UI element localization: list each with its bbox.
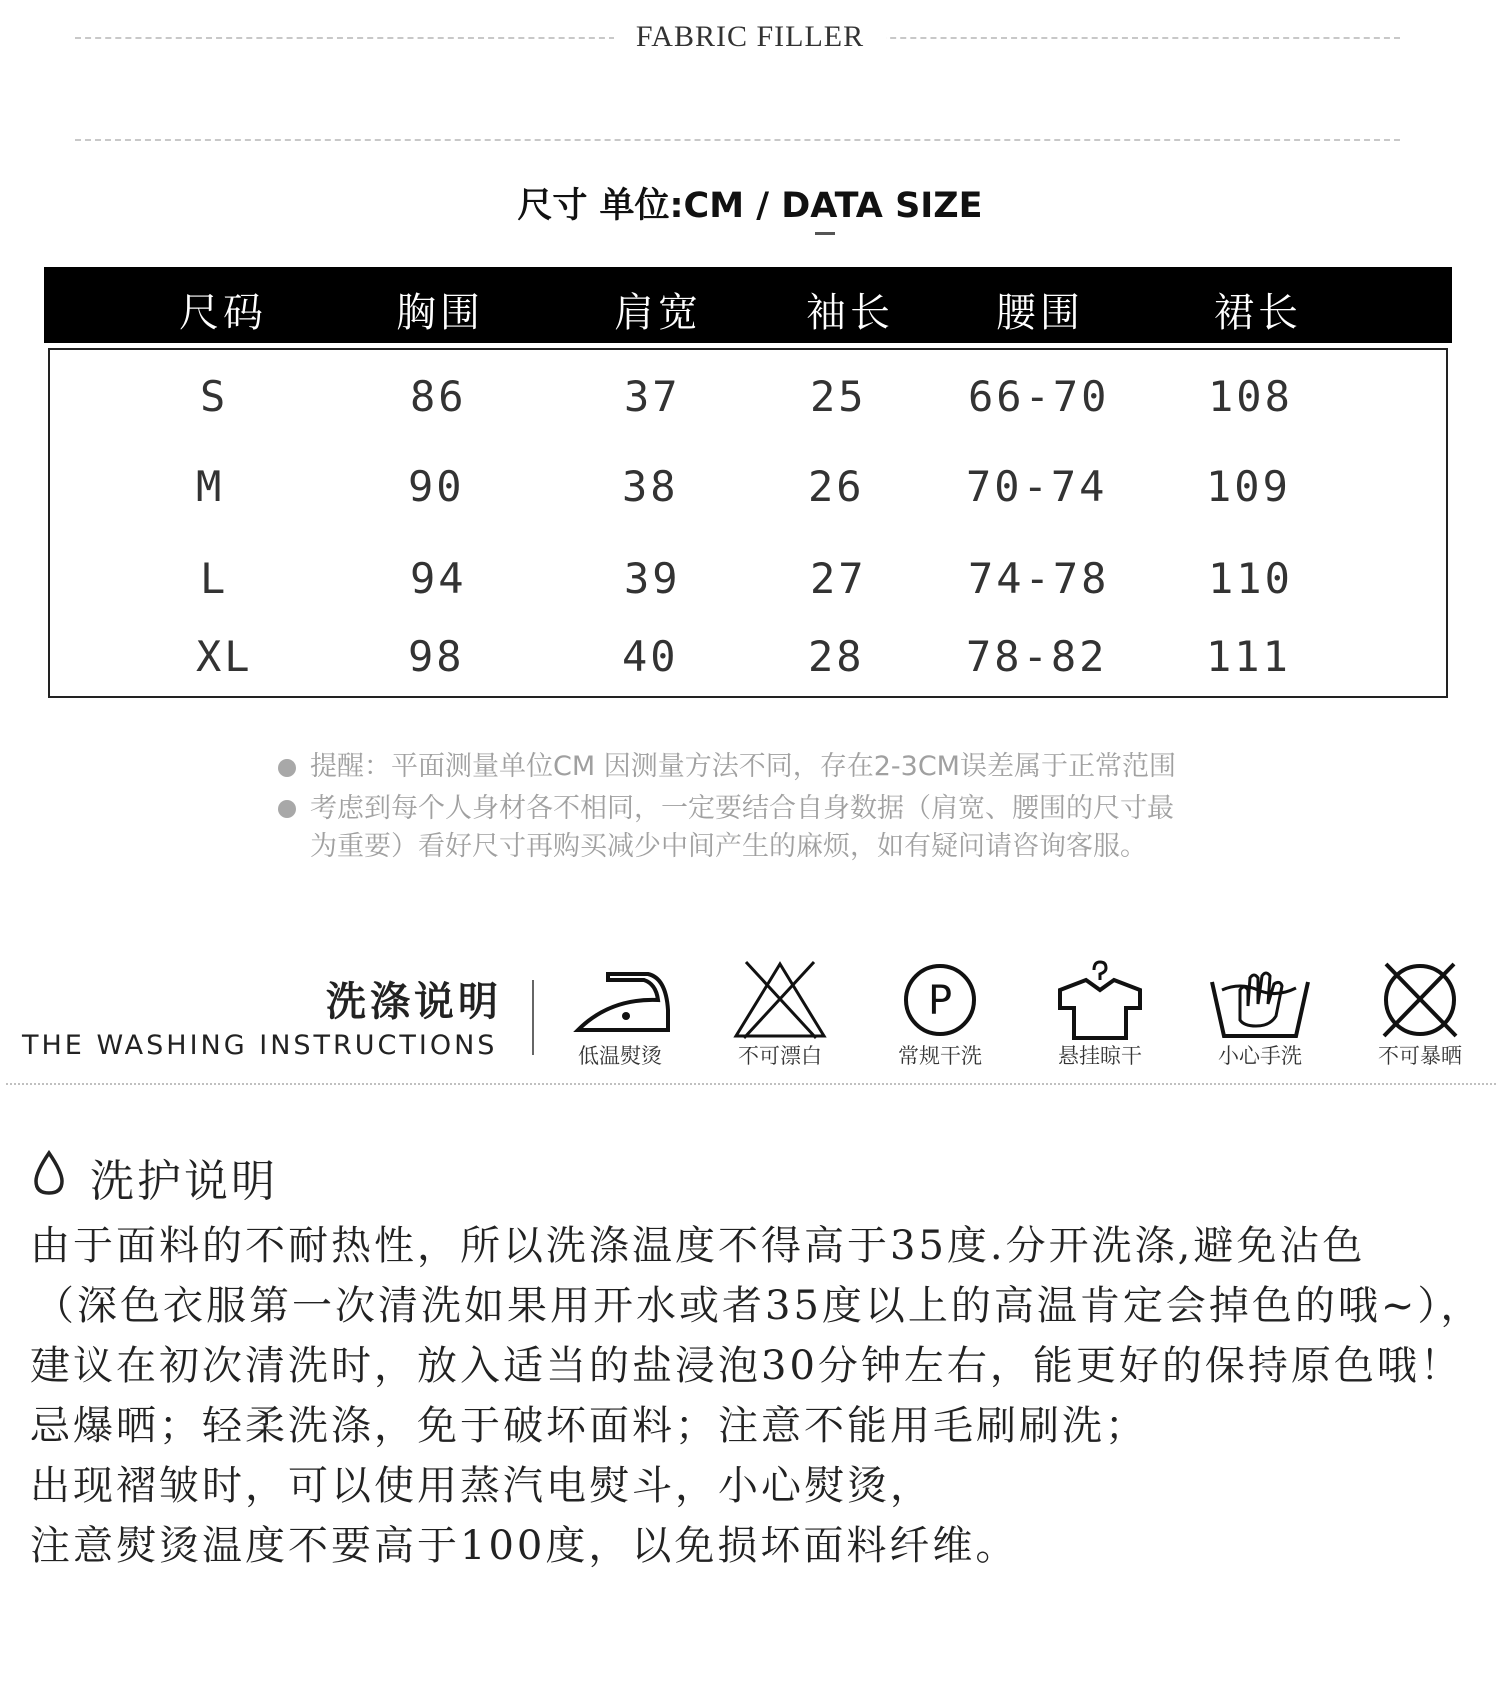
note-advice-1: 考虑到每个人身材各不相同，一定要结合自身数据（肩宽、腰围的尺寸最 (310, 793, 1174, 824)
svg-text:P: P (927, 978, 953, 1024)
cell-length: 108 (1208, 372, 1293, 421)
cell-length: 111 (1206, 632, 1291, 681)
cell-size: XL (196, 632, 253, 681)
cell-length: 109 (1206, 462, 1291, 511)
cell-waist: 74-78 (968, 554, 1110, 603)
cell-bust: 98 (408, 632, 465, 681)
bullet-dot (278, 800, 296, 818)
filler-divider-bottom (75, 139, 1400, 141)
care-line: 注意熨烫温度不要高于100度，以免损坏面料纤维。 (30, 1523, 1019, 1569)
no-bleach-icon (720, 960, 840, 1040)
bullet-dot (278, 759, 296, 777)
no-bleach-label: 不可漂白 (738, 1044, 822, 1068)
care-line: 由于面料的不耐热性，所以洗涤温度不得高于35度.分开洗涤,避免沾色 (30, 1223, 1366, 1269)
cell-shoulder: 40 (622, 632, 679, 681)
header-waist: 腰围 (996, 290, 1084, 336)
water-drop-icon (32, 1150, 66, 1196)
cell-size: M (196, 462, 225, 511)
dry-clean-label: 常规干洗 (898, 1044, 982, 1068)
care-line: 出现褶皱时，可以使用蒸汽电熨斗，小心熨烫， (30, 1463, 933, 1509)
cell-shoulder: 37 (624, 372, 681, 421)
cell-sleeve: 28 (808, 632, 865, 681)
header-shoulder: 肩宽 (614, 290, 702, 336)
care-title: 洗护说明 (90, 1156, 278, 1207)
size-table-header (44, 267, 1452, 343)
size-chart-heading: 尺寸 单位:CM / DATA SIZE (517, 186, 983, 226)
washing-separator (532, 980, 534, 1055)
care-line: 建议在初次清洗时，放入适当的盐浸泡30分钟左右，能更好的保持原色哦！ (30, 1343, 1463, 1389)
heading-underline (815, 232, 835, 235)
cell-bust: 86 (410, 372, 467, 421)
cell-waist: 78-82 (966, 632, 1108, 681)
hand-wash-label: 小心手洗 (1218, 1044, 1302, 1068)
cell-sleeve: 25 (810, 372, 867, 421)
cell-bust: 94 (410, 554, 467, 603)
hand-wash-icon (1200, 960, 1320, 1040)
dry-clean-icon (880, 960, 1000, 1040)
washing-title-cn: 洗涤说明 (326, 979, 502, 1025)
hang-dry-label: 悬挂晾干 (1058, 1044, 1142, 1068)
washing-title-en: THE WASHING INSTRUCTIONS (22, 1030, 498, 1061)
cell-waist: 70-74 (966, 462, 1108, 511)
no-tumble-dry-icon (1360, 960, 1480, 1040)
header-sleeve: 袖长 (806, 290, 894, 336)
cell-shoulder: 38 (622, 462, 679, 511)
care-line: 忌爆晒；轻柔洗涤，免于破坏面料；注意不能用毛刷刷洗； (30, 1403, 1148, 1449)
cell-size: L (200, 554, 229, 603)
washing-divider (6, 1083, 1496, 1085)
care-line: （深色衣服第一次清洗如果用开水或者35度以上的高温肯定会掉色的哦~）， (34, 1283, 1484, 1329)
no-tumble-dry-label: 不可暴晒 (1378, 1044, 1462, 1068)
header-length: 裙长 (1214, 290, 1302, 336)
note-advice-2: 为重要）看好尺寸再购买减少中间产生的麻烦，如有疑问请咨询客服。 (310, 831, 1147, 862)
filler-title: FABRIC FILLER (0, 20, 1500, 54)
cell-sleeve: 27 (810, 554, 867, 603)
cell-size: S (200, 372, 229, 421)
cell-shoulder: 39 (624, 554, 681, 603)
note-measure: 提醒：平面测量单位CM 因测量方法不同，存在2-3CM误差属于正常范围 (310, 751, 1176, 782)
size-table-body (48, 348, 1448, 698)
header-size: 尺码 (179, 290, 267, 336)
cell-sleeve: 26 (808, 462, 865, 511)
hang-dry-icon (1040, 960, 1160, 1040)
iron-low-icon (560, 960, 680, 1040)
cell-bust: 90 (408, 462, 465, 511)
header-bust: 胸围 (396, 290, 484, 336)
iron-low-label: 低温熨烫 (578, 1044, 662, 1068)
cell-length: 110 (1208, 554, 1293, 603)
cell-waist: 66-70 (968, 372, 1110, 421)
